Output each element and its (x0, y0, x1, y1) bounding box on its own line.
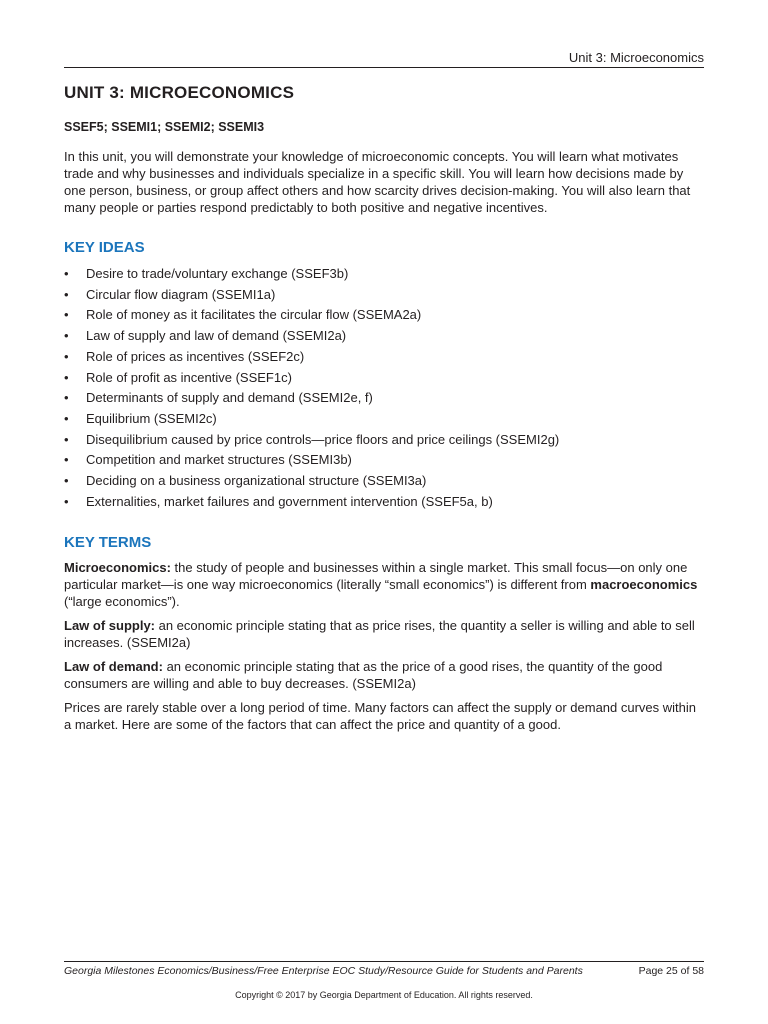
list-item-text: Role of money as it facilitates the circular flow (SSEMA2a) (86, 307, 422, 323)
term-definition: an economic principle stating that as price rises, the quantity a seller is willing and able to sell increases. (SSEMI2a) (64, 618, 695, 650)
term-label: Law of supply: (64, 618, 155, 633)
list-item-text: Circular flow diagram (SSEMI1a) (86, 286, 276, 302)
list-item (64, 409, 559, 430)
term-label: macroeconomics (590, 577, 698, 592)
list-item-text: Role of prices as incentives (SSEF2c) (86, 348, 305, 364)
list-item (64, 326, 559, 347)
bullet-icon: • (64, 452, 69, 468)
bullet-icon: • (64, 473, 69, 489)
bullet-icon: • (64, 307, 69, 323)
list-item-text: Competition and market structures (SSEMI3b) (86, 452, 352, 468)
list-item (64, 430, 559, 451)
bullet-icon: • (64, 286, 69, 302)
term-label: Law of demand: (64, 659, 163, 674)
bullet-icon: • (64, 431, 69, 447)
key-terms-heading: KEY TERMS (64, 534, 152, 551)
list-item-text: Law of supply and law of demand (SSEMI2a) (86, 328, 347, 344)
bullet-icon: • (64, 410, 69, 426)
list-item (64, 368, 559, 389)
term-microeconomics (64, 559, 704, 610)
term-label: Microeconomics: (64, 560, 171, 575)
list-item-text: Desire to trade/voluntary exchange (SSEF3b) (86, 266, 349, 281)
copyright-notice: Copyright © 2017 by Georgia Department of Education. All rights reserved. (235, 990, 533, 1000)
term-law-of-demand (64, 658, 704, 692)
standards-list: SSEF5; SSEMI1; SSEMI2; SSEMI3 (64, 120, 265, 134)
bullet-icon: • (64, 369, 69, 385)
bullet-icon: • (64, 266, 69, 281)
list-item-text: Disequilibrium caused by price controls—price floors and price ceilings (SSEMI2g) (86, 431, 560, 447)
list-item-text: Externalities, market failures and government intervention (SSEF5a, b) (86, 493, 493, 509)
closing-paragraph: Prices are rarely stable over a long period of time. Many factors can affect the supply or demand curves within a market. Here are some of the factors that can affect the price and quantity of a good. (64, 700, 697, 732)
term-law-of-supply (64, 617, 704, 651)
list-item-text: Determinants of supply and demand (SSEMI2e, f) (86, 390, 373, 406)
footer-divider (64, 961, 704, 962)
list-item-text: Equilibrium (SSEMI2c) (86, 410, 217, 426)
list-item (64, 347, 559, 368)
list-item-text: Deciding on a business organizational structure (SSEMI3a) (86, 473, 427, 489)
list-item (64, 388, 559, 409)
running-header: Unit 3: Microeconomics (568, 50, 704, 65)
key-ideas-heading: KEY IDEAS (64, 239, 145, 256)
page-number: Page 25 of 58 (638, 965, 704, 977)
footer-guide-title: Georgia Milestones Economics/Business/Free Enterprise EOC Study/Resource Guide for Students and Parents (64, 965, 583, 977)
key-terms-body (64, 559, 704, 740)
bullet-icon: • (64, 493, 69, 509)
list-item (64, 305, 559, 326)
list-item (64, 450, 559, 471)
bullet-icon: • (64, 390, 69, 406)
unit-title: UNIT 3: MICROECONOMICS (64, 83, 295, 102)
list-item-text: Role of profit as incentive (SSEF1c) (86, 369, 292, 385)
bullet-icon: • (64, 328, 69, 344)
list-item (64, 492, 559, 513)
document-page (64, 0, 704, 1024)
bullet-icon: • (64, 348, 69, 364)
term-definition: the study of people and businesses within a single market. This small focus—on only one particular market—is one way microeconomics (literally “small economics”) is different from (64, 560, 688, 592)
term-definition: an economic principle stating that as the price of a good rises, the quantity of the good consumers are willing and able to buy decreases. (SSEMI2a) (64, 659, 663, 691)
list-item (64, 264, 559, 285)
list-item (64, 285, 559, 306)
term-definition: (“large economics”). (64, 594, 180, 609)
key-ideas-list (64, 264, 559, 512)
header-divider (64, 67, 704, 68)
list-item (64, 471, 559, 492)
intro-paragraph: In this unit, you will demonstrate your knowledge of microeconomic concepts. You will learn what motivates trade and why businesses and individuals specialize in a specific skill. You will learn how decisions made by one person, business, or group affect others and how scarcity drives decision-making. You will also learn that many people or parties respond predictably to both positive and negative incentives. (64, 149, 691, 215)
